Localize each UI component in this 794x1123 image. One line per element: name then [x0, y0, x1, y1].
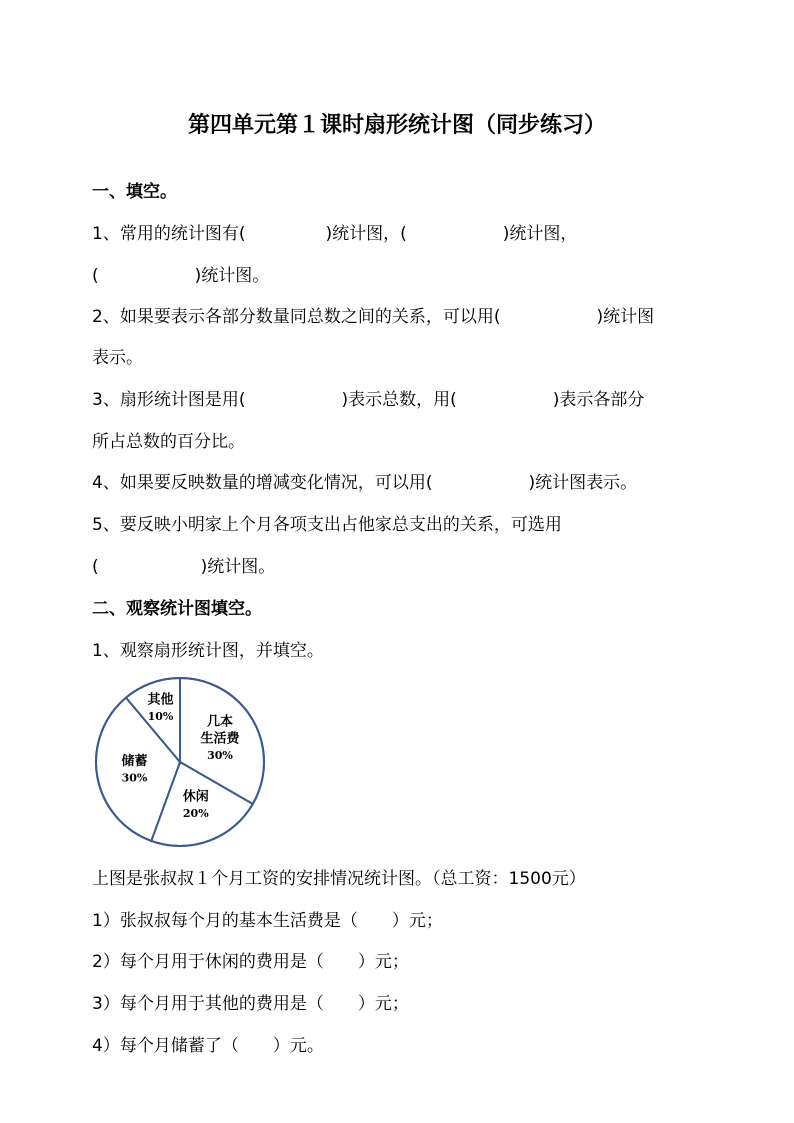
subquestion-3: 3）每个月用于其他的费用是（ ）元； [92, 994, 409, 1014]
subquestion-4: 4）每个月储蓄了（ ）元。 [92, 1036, 324, 1056]
pie-slice-label: 储蓄 [121, 754, 148, 769]
question-1-cont: ( )统计图。 [92, 266, 270, 286]
section-2-subheading: 1、观察扇形统计图，并填空。 [92, 641, 324, 661]
question-2: 2、如果要表示各部分数量同总数之间的关系，可以用( )统计图 [92, 307, 655, 327]
pie-slice-percent: 30% [207, 748, 233, 762]
section-1-heading: 一、填空。 [92, 182, 177, 202]
page-title: 第四单元第１课时扇形统计图（同步练习） [187, 112, 606, 138]
pie-chart [92, 674, 268, 850]
question-1: 1、常用的统计图有( )统计图，( )统计图， [92, 224, 578, 244]
question-5-cont: ( )统计图。 [92, 557, 276, 577]
chart-caption: 上图是张叔叔１个月工资的安排情况统计图。（总工资：1500元） [92, 869, 586, 889]
pie-slice-percent: 20% [182, 806, 209, 820]
question-3: 3、扇形统计图是用( )表示总数，用( )表示各部分 [92, 390, 645, 410]
question-4: 4、如果要反映数量的增减变化情况，可以用( )统计图表示。 [92, 473, 638, 493]
pie-slice-label: 休闲 [182, 789, 209, 805]
pie-slice-percent: 30% [121, 771, 148, 785]
question-3-cont: 所占总数的百分比。 [92, 432, 245, 452]
question-2-cont: 表示。 [92, 348, 143, 368]
pie-slice-label: 其他 [147, 692, 174, 708]
pie-slice-percent: 10% [147, 709, 174, 723]
subquestion-1: 1）张叔叔每个月的基本生活费是（ ）元； [92, 911, 443, 931]
pie-slice-label: 几本 [206, 714, 234, 730]
question-5: 5、要反映小明家上个月各项支出占他家总支出的关系，可选用 [92, 515, 562, 535]
pie-slice-label: 生活费 [200, 731, 240, 747]
subquestion-2: 2）每个月用于休闲的费用是（ ）元； [92, 952, 409, 972]
section-2-heading: 二、观察统计图填空。 [92, 599, 262, 619]
